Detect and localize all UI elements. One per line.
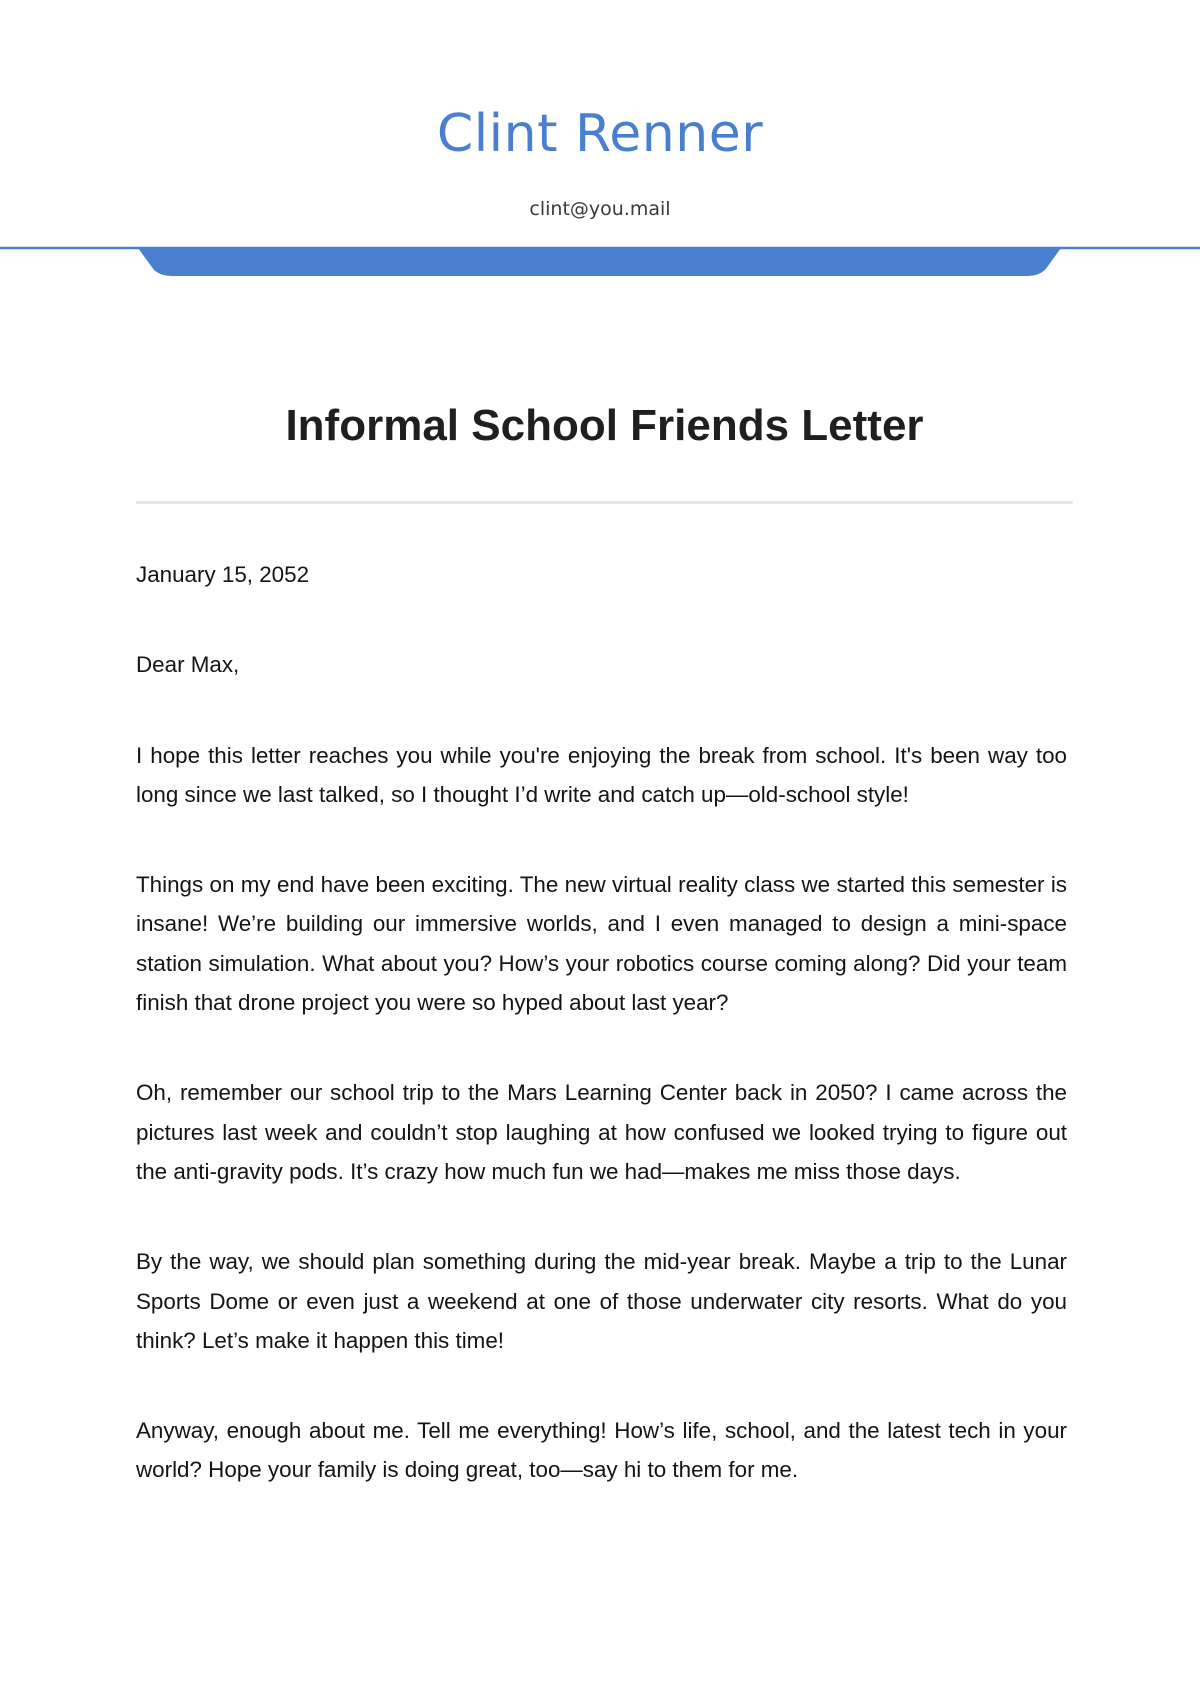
sender-name: Clint Renner <box>436 104 764 164</box>
header-accent-band <box>0 246 1200 280</box>
letter-title: Informal School Friends Letter <box>285 401 924 450</box>
title-divider <box>136 501 1073 504</box>
greeting: Dear Max, <box>136 652 240 678</box>
title-section <box>136 400 1073 453</box>
header-accent-tab <box>138 248 1061 276</box>
letter-date: January 15, 2052 <box>136 562 310 587</box>
letterhead <box>0 0 1200 300</box>
paragraph: By the way, we should plan something during the mid-year break. Maybe a trip to the Lunar Sports Dome or even just a weekend at one of those underwater city resorts. What do you think? Let’s make it happen this time! <box>136 1249 1067 1353</box>
sender-email: clint@you.mail <box>529 198 671 220</box>
paragraph: I hope this letter reaches you while you're enjoying the break from school. It's been way too long since we last talked, so I thought I’d write and catch up—old-school style! <box>136 742 1067 807</box>
paragraph: Oh, remember our school trip to the Mars Learning Center back in 2050? I came across the pictures last week and couldn’t stop laughing at how confused we looked trying to figure out the anti-gravity pods. It’s crazy how much fun we had—makes me miss those days. <box>136 1080 1067 1184</box>
paragraph: Anyway, enough about me. Tell me everything! How’s life, school, and the latest tech in your world? Hope your family is doing great, too—say hi to them for me. <box>136 1418 1067 1483</box>
letter-body <box>136 555 1067 1541</box>
paragraph: Things on my end have been exciting. The new virtual reality class we started this semester is insane! We’re building our immersive worlds, and I even managed to design a mini-space station simulation. What about you? How’s your robotics course coming along? Did your team finish that drone project you were so hyped about last year? <box>136 872 1067 1016</box>
